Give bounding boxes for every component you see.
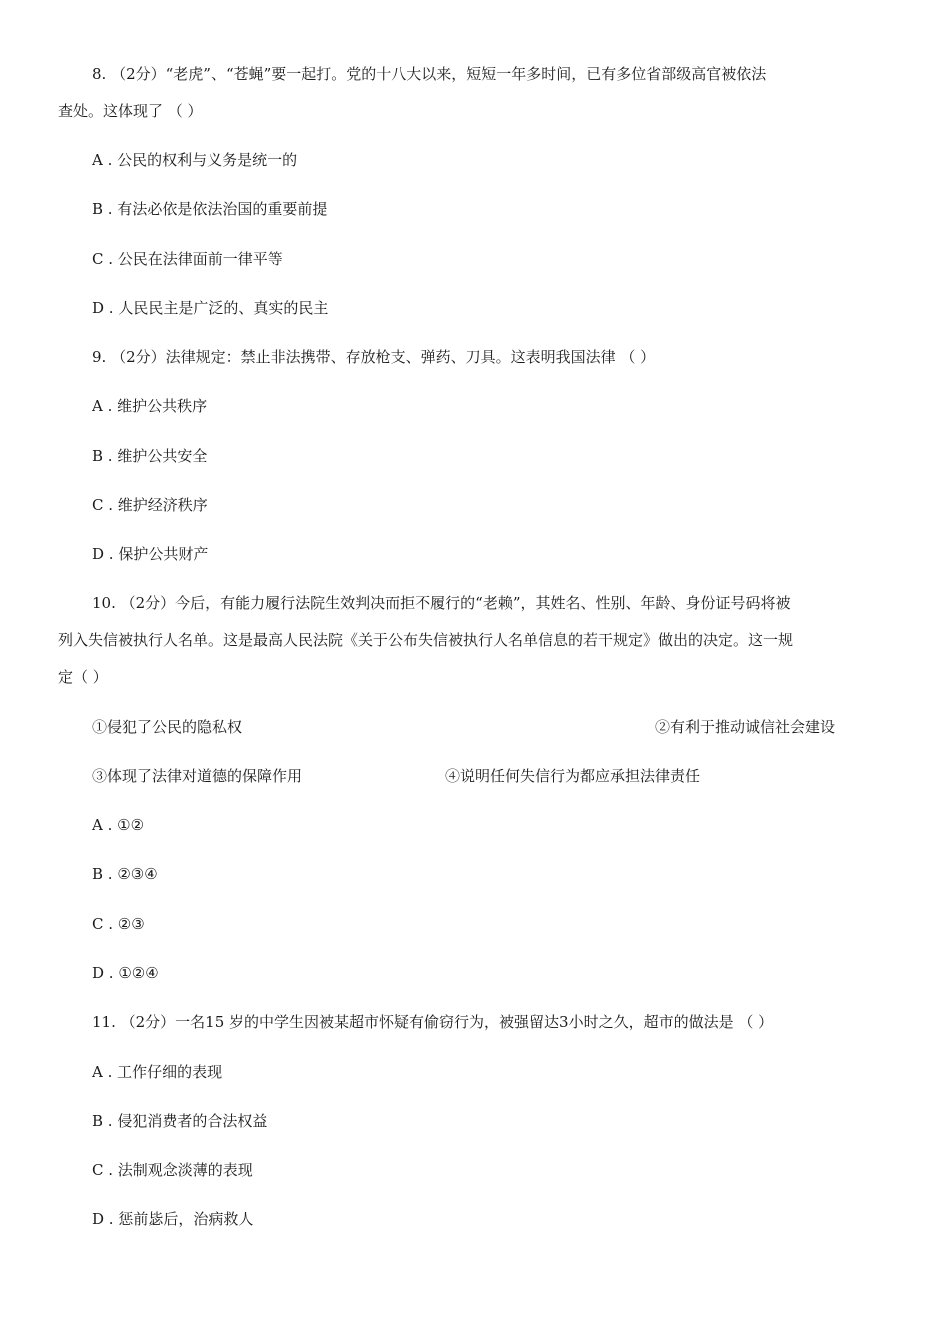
question-10-option-d: D . ①②④ — [92, 964, 159, 982]
question-8-option-d: D . 人民民主是广泛的、真实的民主 — [92, 299, 329, 317]
question-9-option-d: D . 保护公共财产 — [92, 545, 209, 563]
question-8-stem-continued: 查处。这体现了 （ ） — [58, 102, 203, 120]
question-10-statement-1: ①侵犯了公民的隐私权 — [92, 718, 243, 736]
question-9-option-c: C . 维护经济秩序 — [92, 496, 208, 514]
question-10-statement-4: ④说明任何失信行为都应承担法律责任 — [445, 767, 701, 785]
question-11-option-a: A . 工作仔细的表现 — [92, 1063, 223, 1081]
question-10-option-a: A . ①② — [92, 816, 145, 834]
question-8-option-c: C . 公民在法律面前一律平等 — [92, 250, 283, 268]
question-8-stem: 8. （2分）“老虎”、“苍蝇”要一起打。党的十八大以来，短短一年多时间，已有多位省部级高官被依法 — [92, 65, 767, 83]
question-10-option-b: B . ②③④ — [92, 865, 158, 883]
question-10-statement-2: ②有利于推动诚信社会建设 — [655, 718, 836, 736]
question-10-option-c: C . ②③ — [92, 915, 145, 933]
question-11-option-d: D . 惩前毖后，治病救人 — [92, 1210, 254, 1228]
question-9-stem: 9. （2分）法律规定：禁止非法携带、存放枪支、弹药、刀具。这表明我国法律 （ ） — [92, 348, 656, 366]
question-10-stem: 10. （2分）今后，有能力履行法院生效判决而拒不履行的“老赖”，其姓名、性别、年龄、身份证号码将被 — [92, 594, 791, 612]
question-11-option-c: C . 法制观念淡薄的表现 — [92, 1161, 253, 1179]
question-10-statement-3: ③体现了法律对道德的保障作用 — [92, 767, 303, 785]
question-10-stem-continued: 列入失信被执行人名单。这是最高人民法院《关于公布失信被执行人名单信息的若干规定》做出的决定。这一规 — [58, 631, 794, 649]
question-10-stem-end: 定（ ） — [58, 668, 108, 686]
question-11-option-b: B . 侵犯消费者的合法权益 — [92, 1112, 268, 1130]
question-8-option-a: A . 公民的权利与义务是统一的 — [92, 151, 298, 169]
question-9-option-b: B . 维护公共安全 — [92, 447, 208, 465]
question-9-option-a: A . 维护公共秩序 — [92, 397, 208, 415]
question-11-stem: 11. （2分）一名15 岁的中学生因被某超市怀疑有偷窃行为，被强留达3小时之久，超市的做法是 （ ） — [92, 1013, 774, 1031]
question-8-option-b: B . 有法必依是依法治国的重要前提 — [92, 200, 328, 218]
